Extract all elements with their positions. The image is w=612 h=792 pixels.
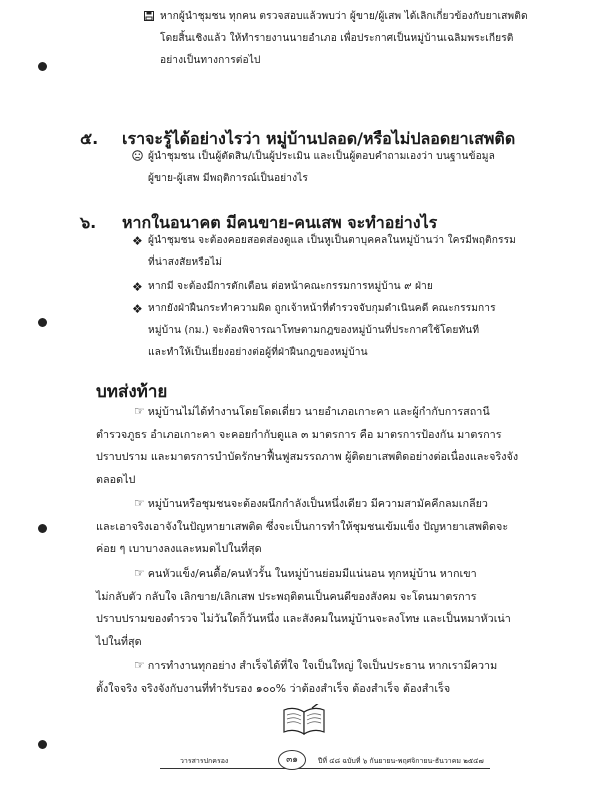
intro-line: โดยสิ้นเชิงแล้ว ให้ทำรายงานนายอำเภอ เพื่อประกาศเป็นหมู่บ้านเฉลิมพระเกียรติ [160,33,514,44]
binder-hole-top [38,62,47,71]
section-6-bullet [132,230,516,274]
closing-paragraph [96,400,518,491]
binder-hole-middle [38,318,47,327]
closing-line: และเอาจริงเอาจังในปัญหายาเสพติด ซึ่งจะเป็นการทำให้ชุมชนเข้มแข็ง ปัญหายาเสพติดจะ [96,519,509,533]
closing-line: ตลอดไป [96,472,136,486]
closing-paragraph [96,492,508,561]
footer-issue-info: ปีที่ ๔๘ ฉบับที่ ๖ กันยายน-พฤศจิกายน-ธันวาคม ๒๕๔๗ [318,757,484,765]
section-6-number: ๖. [80,213,97,232]
closing-line: ตั้งใจจริง จริงจังกับงานที่ทำรับรอง ๑๐๐% ว่าต้องสำเร็จ ต้องสำเร็จ ต้องสำเร็จ [96,681,451,695]
diamond-cluster-icon: ❖ [132,234,143,248]
closing-line: ☞ หมู่บ้านหรือชุมชนจะต้องผนึกกำลังเป็นหนึ่งเดียว มีความสามัคคีกลมเกลียว [96,492,508,516]
closing-line: ปราบปรามของตำรวจ ไม่วันใดก็วันหนึ่ง และสังคมในหมู่บ้านจะลงโทษ และเป็นหมาหัวเน่า [96,612,511,625]
section-5-number: ๕. [80,129,99,148]
section-6-title: หากในอนาคต มีคนขาย-คนเสพ จะทำอย่างไร [122,213,438,232]
section-6-bullet-line: หมู่บ้าน (กม.) จะต้องพิจารณาโทษตามกฎของหมู่บ้านที่ประกาศใช้โดยทันที [148,325,480,336]
section-6-bullet-line: ผู้นำชุมชน จะต้องคอยสอดส่องดูแล เป็นหูเป็นตาบุคคลในหมู่บ้านว่า ใครมีพฤติกรรม [148,235,516,246]
diamond-cluster-icon: ❖ [132,280,143,294]
page-number: ๓๑ [278,750,306,770]
intro-line: หากผู้นำชุมชน ทุกคน ตรวจสอบแล้วพบว่า ผู้ขาย/ผู้เสพ ได้เลิกเกี่ยวข้องกับยาเสพติด [160,11,528,22]
section-5-line: ผู้ขาย-ผู้เสพ มีพฤติการณ์เป็นอย่างไร [148,173,308,184]
closing-line: ไปในที่สุด [96,634,142,648]
section-6-bullet-line: และทำให้เป็นเยี่ยงอย่างต่อผู้ที่ฝ่าฝืนกฎของหมู่บ้าน [148,347,368,358]
intro-item [144,6,528,72]
pointing-hand-icon: ☞ [134,496,145,510]
binder-hole-bottom [38,740,47,749]
frown-face-icon [132,146,148,168]
section-6-bullet-line: ที่น่าสงสัยหรือไม่ [148,257,223,268]
section-5-title: เราจะรู้ได้อย่างไรว่า หมู่บ้านปลอด/หรือไม่ปลอดยาเสพติด [122,129,516,148]
section-6-bullet-line: หากยังฝ่าฝืนกระทำความผิด ถูกเจ้าหน้าที่ตำรวจจับกุมดำเนินคดี คณะกรรมการ [148,303,496,314]
closing-line: ปราบปราม และมาตรการบำบัดรักษาฟื้นฟูสมรรถภาพ ผู้ติดยาเสพติดอย่างต่อเนื่องและจริงจัง [96,450,519,463]
section-5-item [132,146,495,190]
floppy-disk-icon [144,6,160,28]
closing-line: ไม่กลับตัว กลับใจ เลิกขาย/เลิกเสพ ประพฤติตนเป็นคนดีของสังคม จะโดนมาตรการ [96,589,477,603]
intro-line: อย่างเป็นทางการต่อไป [160,55,261,66]
closing-paragraph [96,654,497,700]
closing-line: ☞ หมู่บ้านไม่ได้ทำงานโดยโดดเดี่ยว นายอำเภอเกาะคา และผู้กำกับการสถานี [96,400,518,424]
open-book-icon [282,704,326,738]
footer-journal-name: วารสารปกครอง [180,757,229,765]
closing-line: ตำรวจภูธร อำเภอเกาะคา จะคอยกำกับดูแล ๓ มาตรการ คือ มาตรการป้องกัน มาตรการ [96,427,502,441]
pointing-hand-icon: ☞ [134,404,145,418]
section-6-bullet [132,298,496,364]
closing-paragraph [96,562,511,653]
closing-line: ☞ การทำงานทุกอย่าง สำเร็จได้ที่ใจ ใจเป็นใหญ่ ใจเป็นประธาน หากเรามีความ [96,654,497,678]
closing-title: บทส่งท้าย [96,382,168,402]
closing-line: ☞ คนหัวแข็ง/คนดื้อ/คนหัวรั้น ในหมู่บ้านย่อมมีแน่นอน ทุกหมู่บ้าน หากเขา [96,562,511,586]
section-5-line: ผู้นำชุมชน เป็นผู้ตัดสิน/เป็นผู้ประเมิน และเป็นผู้ตอบคำถามเองว่า บนฐานข้อมูล [148,151,495,162]
diamond-cluster-icon: ❖ [132,302,143,316]
footer-rule [160,768,490,769]
page-footer [160,752,490,776]
section-6-bullet [132,276,433,298]
section-6-bullet-line: หากมี จะต้องมีการตักเตือน ต่อหน้าคณะกรรมการหมู่บ้าน ๙ ฝ่าย [148,281,433,292]
binder-hole-lower [38,524,47,533]
closing-line: ค่อย ๆ เบาบางลงและหมดไปในที่สุด [96,542,262,555]
pointing-hand-icon: ☞ [134,566,145,580]
pointing-hand-icon: ☞ [134,658,145,672]
